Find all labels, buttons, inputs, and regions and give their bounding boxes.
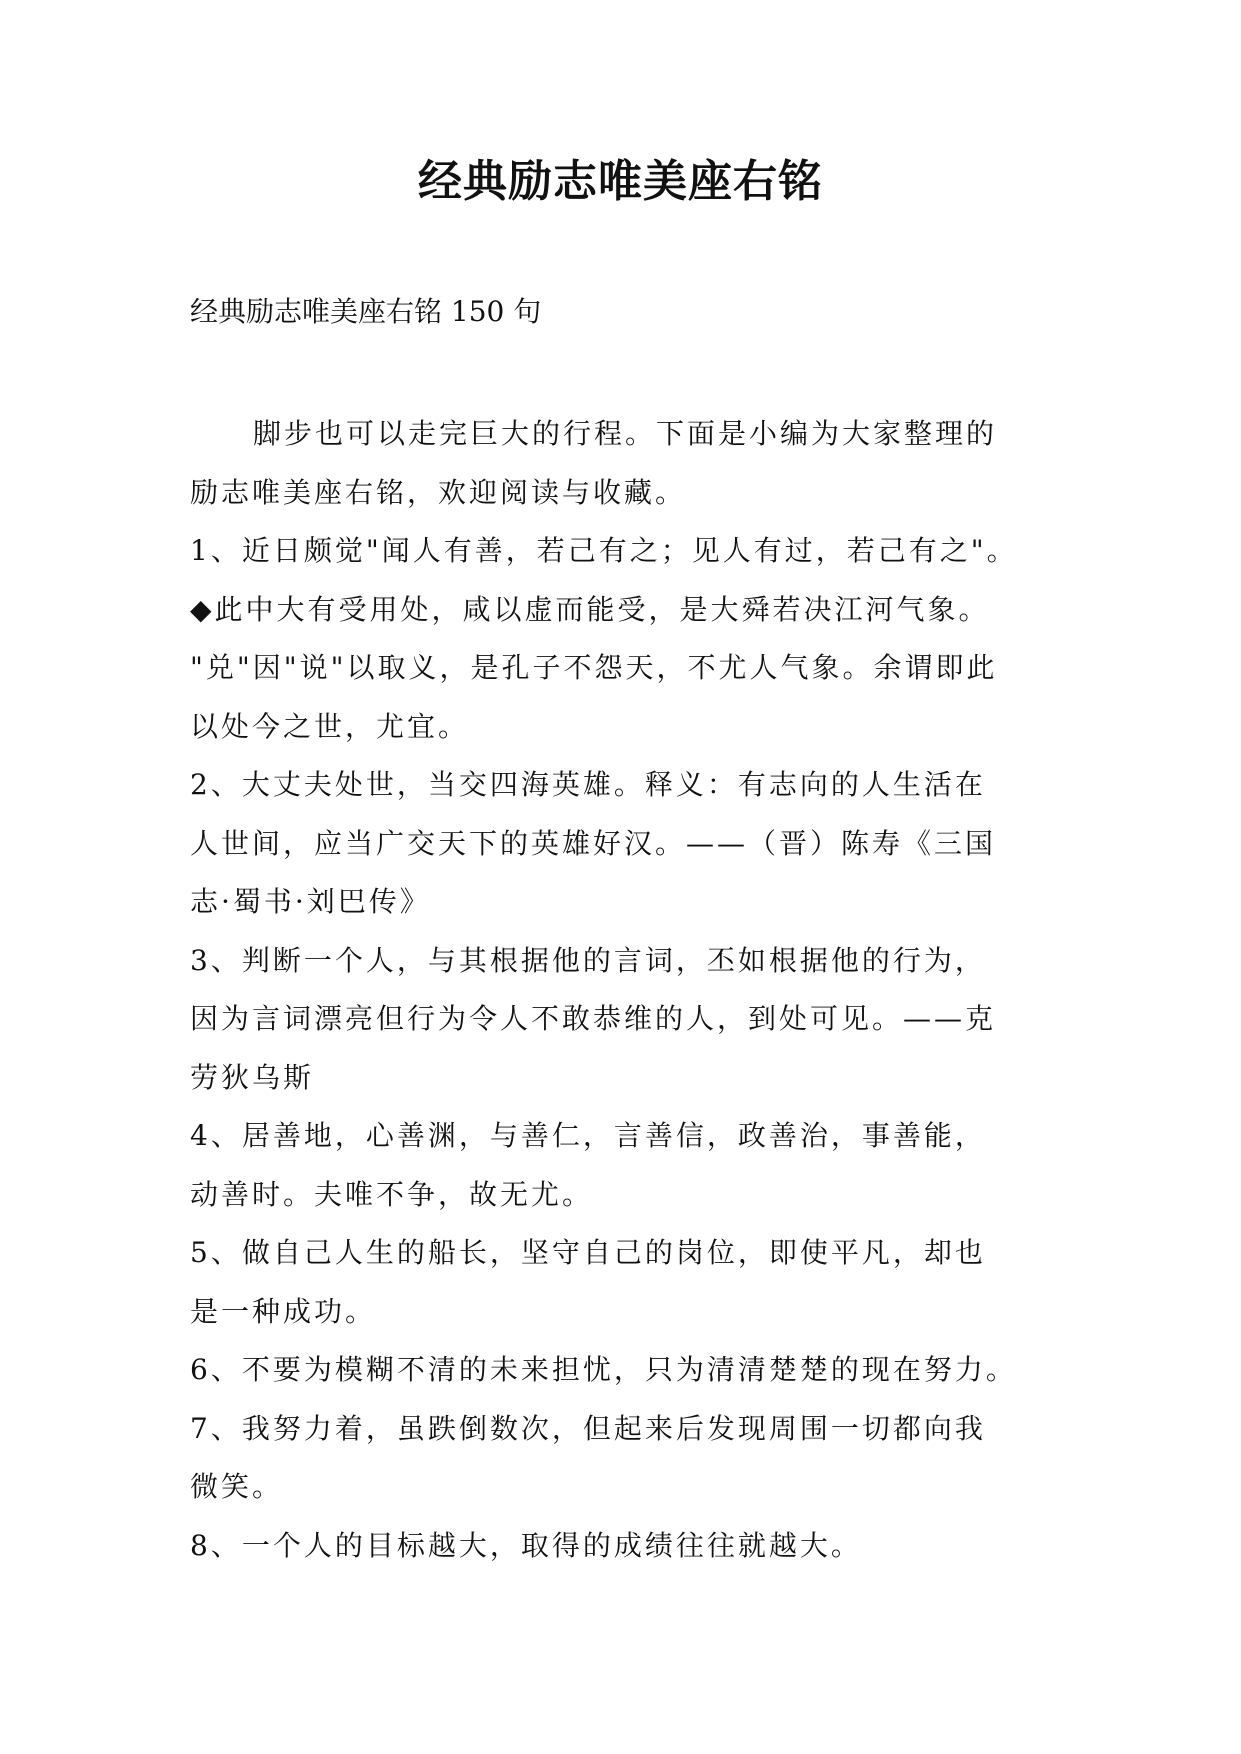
quote-line: 动善时。夫唯不争，故无尤。 <box>190 1177 594 1211</box>
document-title: 经典励志唯美座右铭 <box>418 156 823 207</box>
quote-line: 8、一个人的目标越大，取得的成绩往往就越大。 <box>190 1528 862 1562</box>
document-subtitle: 经典励志唯美座右铭 150 句 <box>190 295 542 328</box>
quote-line: 4、居善地，心善渊，与善仁，言善信，政善治，事善能， <box>190 1119 986 1152</box>
intro-line: 脚步也可以走完巨大的行程。下面是小编为大家整理的 <box>253 417 998 450</box>
quote-line: 以处今之世，尤宜。 <box>190 709 470 743</box>
quote-line: 3、判断一个人，与其根据他的言词，丕如根据他的行为， <box>190 943 986 977</box>
quote-line: 1、近日颇觉"闻人有善，若己有之；见人有过，若己有之"。 <box>190 534 1018 567</box>
quote-line: 志·蜀书·刘巴传》 <box>190 885 431 918</box>
quote-line: 5、做自己人生的船长，坚守自己的岗位，即使平凡，却也 <box>190 1236 986 1269</box>
quote-line: ◆此中大有受用处，咸以虚而能受，是大舜若决江河气象。 <box>190 592 990 626</box>
quote-line: 因为言词漂亮但行为令人不敢恭维的人，到处可见。——克 <box>190 1002 997 1035</box>
quote-line: 7、我努力着，虽跌倒数次，但起来后发现周围一切都向我 <box>190 1411 986 1445</box>
quote-line: 人世间，应当广交天下的英雄好汉。——（晋）陈寿《三国 <box>190 826 997 860</box>
quote-line: 2、大丈夫处世，当交四海英雄。释义：有志向的人生活在 <box>190 768 986 801</box>
body-text <box>190 405 1070 1575</box>
quote-line: 是一种成功。 <box>190 1294 377 1328</box>
intro-line: 励志唯美座右铭，欢迎阅读与收藏。 <box>190 475 687 509</box>
quote-line: 劳狄乌斯 <box>190 1060 315 1094</box>
quote-line: "兑"因"说"以取义，是孔子不怨天，不尤人气象。余谓即此 <box>190 651 998 684</box>
quote-line: 微笑。 <box>190 1470 284 1503</box>
quote-line: 6、不要为模糊不清的未来担忧，只为清清楚楚的现在努力。 <box>190 1353 1017 1386</box>
